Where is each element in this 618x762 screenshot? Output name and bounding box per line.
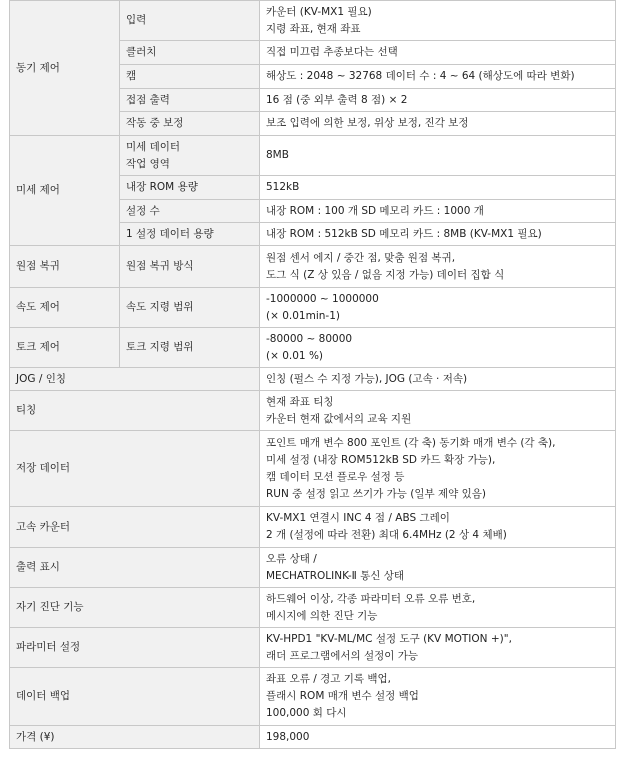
value-cell: 보조 입력에 의한 보정, 위상 보정, 진각 보정 (260, 112, 616, 136)
row-header: 원점 복귀 (10, 246, 120, 288)
table-row (10, 246, 616, 288)
value-cell: -80000 ~ 80000 (× 0.01 %) (260, 328, 616, 368)
value-cell: 198,000 (260, 726, 616, 749)
sub-header: 원점 복귀 방식 (120, 246, 260, 288)
value-cell: KV-HPD1 "KV-ML/MC 설정 도구 (KV MOTION +)", 래더 프로그램에서의 설정이 가능 (260, 628, 616, 668)
row-header: 동기 제어 (10, 1, 120, 136)
value-cell: 인칭 (펄스 수 지정 가능), JOG (고속 · 저속) (260, 368, 616, 391)
row-header: 티칭 (10, 391, 260, 431)
table-row (10, 431, 616, 507)
value-cell: 내장 ROM : 100 개 SD 메모리 카드 : 1000 개 (260, 200, 616, 223)
sub-header: 작동 중 보정 (120, 112, 260, 136)
row-header: 출력 표시 (10, 548, 260, 588)
value-cell: 직접 미끄럼 추종보다는 선택 (260, 41, 616, 65)
row-header: JOG / 인칭 (10, 368, 260, 391)
value-cell: 16 점 (중 외부 출력 8 점) × 2 (260, 89, 616, 112)
row-header: 저장 데이터 (10, 431, 260, 507)
spec-table (9, 0, 616, 749)
value-cell: 포인트 매개 변수 800 포인트 (각 축) 동기화 매개 변수 (각 축), 미세 설정 (내장 ROM512kB SD 카드 확장 가능), 캠 데이터 모션 플로우 설정 등 RUN 중 설정 읽고 쓰기가 가능 (일부 제약 있음) (260, 431, 616, 507)
table-row (10, 368, 616, 391)
sub-header: 속도 지령 범위 (120, 288, 260, 328)
sub-header: 미세 데이터 작업 영역 (120, 136, 260, 176)
table-row (10, 628, 616, 668)
sub-header: 설정 수 (120, 200, 260, 223)
table-row (10, 328, 616, 368)
sub-header: 캠 (120, 65, 260, 89)
table-row (10, 726, 616, 749)
table-row (10, 136, 616, 176)
table-row (10, 391, 616, 431)
sub-header: 접점 출력 (120, 89, 260, 112)
row-header: 자기 진단 기능 (10, 588, 260, 628)
table-row (10, 1, 616, 41)
row-header: 미세 제어 (10, 136, 120, 246)
value-cell: 카운터 (KV-MX1 필요) 지령 좌표, 현재 좌표 (260, 1, 616, 41)
table-row (10, 288, 616, 328)
row-header: 토크 제어 (10, 328, 120, 368)
value-cell: 내장 ROM : 512kB SD 메모리 카드 : 8MB (KV-MX1 필요) (260, 223, 616, 246)
value-cell: 현재 좌표 티칭 카운터 현재 값에서의 교육 지원 (260, 391, 616, 431)
table-row (10, 668, 616, 726)
table-row (10, 588, 616, 628)
value-cell: 512kB (260, 176, 616, 200)
value-cell: KV-MX1 연결시 INC 4 점 / ABS 그레이 2 개 (설정에 따라 전환) 최대 6.4MHz (2 상 4 체배) (260, 507, 616, 548)
sub-header: 클러치 (120, 41, 260, 65)
value-cell: 좌표 오류 / 경고 기록 백업, 플래시 ROM 매개 변수 설정 백업 100,000 회 다시 (260, 668, 616, 726)
value-cell: -1000000 ~ 1000000 (× 0.01min-1) (260, 288, 616, 328)
row-header: 데이터 백업 (10, 668, 260, 726)
value-cell: 원점 센서 에지 / 중간 점, 맞춤 원점 복귀, 도그 식 (Z 상 있음 / 없음 지정 가능) 데이터 집합 식 (260, 246, 616, 288)
table-row (10, 507, 616, 548)
row-header: 속도 제어 (10, 288, 120, 328)
value-cell: 해상도 : 2048 ~ 32768 데이터 수 : 4 ~ 64 (해상도에 따라 변화) (260, 65, 616, 89)
value-cell: 8MB (260, 136, 616, 176)
row-header: 가격 (¥) (10, 726, 260, 749)
sub-header: 토크 지령 범위 (120, 328, 260, 368)
value-cell: 오류 상태 / MECHATROLINK-Ⅱ 통신 상태 (260, 548, 616, 588)
table-row (10, 548, 616, 588)
row-header: 파라미터 설정 (10, 628, 260, 668)
sub-header: 내장 ROM 용량 (120, 176, 260, 200)
value-cell: 하드웨어 이상, 각종 파라미터 오류 오류 번호, 메시지에 의한 진단 기능 (260, 588, 616, 628)
sub-header: 입력 (120, 1, 260, 41)
row-header: 고속 카운터 (10, 507, 260, 548)
sub-header: 1 설정 데이터 용량 (120, 223, 260, 246)
